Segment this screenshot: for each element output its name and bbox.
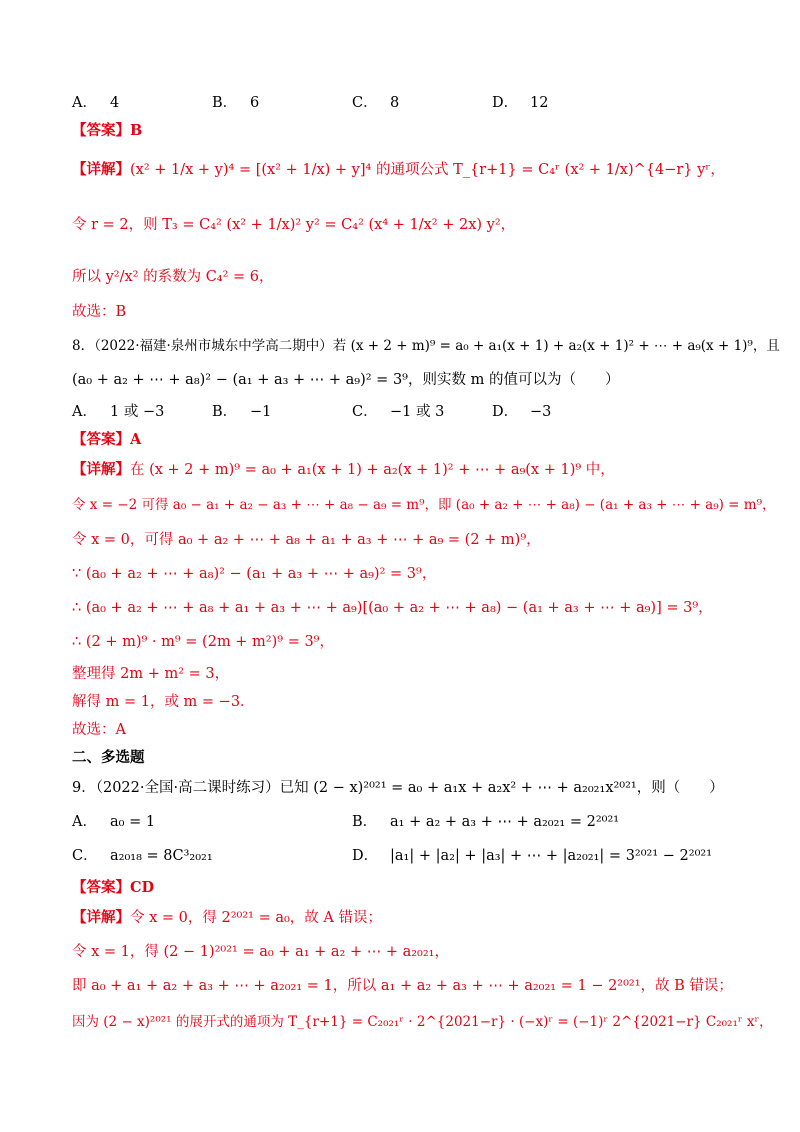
q9-option-c: C． a₂₀₁₈ = 8C³₂₀₂₁ — [72, 848, 213, 864]
q9-detail-line-2: 令 x = 1，得 (2 − 1)²⁰²¹ = a₀ + a₁ + a₂ + ⋯ + a₂₀₂₁， — [72, 944, 449, 960]
q7-answer: 【答案】B — [72, 122, 143, 139]
q8-detail-line-4: ∵ (a₀ + a₂ + ⋯ + a₈)² − (a₁ + a₃ + ⋯ + a₉)² = 3⁹， — [72, 566, 437, 582]
q9-option-b: B． a₁ + a₂ + a₃ + ⋯ + a₂₀₂₁ = 2²⁰²¹ — [352, 814, 620, 830]
q8-option-c: C． −1 或 3 — [352, 404, 445, 420]
q8-detail-line-2: 令 x = −2 可得 a₀ − a₁ + a₂ − a₃ + ⋯ + a₈ − a₉ = m⁹，即 (a₀ + a₂ + ⋯ + a₈) − (a₁ + a₃ + ⋯ + a₉) = m⁹， — [72, 497, 776, 513]
q8-detail-line-5: ∴ (a₀ + a₂ + ⋯ + a₈ + a₁ + a₃ + ⋯ + a₉)[(a₀ + a₂ + ⋯ + a₈) − (a₁ + a₃ + ⋯ + a₉)] = 3⁹， — [72, 600, 713, 616]
q7-detail-line-1: 【详解】(x² + 1/x + y)⁴ = [(x² + 1/x) + y]⁴ 的通项公式 T_{r+1} = C₄ʳ (x² + 1/x)^{4−r} yʳ， — [72, 161, 725, 178]
q8-detail-line-9: 故选：A — [72, 722, 126, 738]
q7-option-a: A． 4 — [72, 95, 120, 111]
q7-detail-line-2: 令 r = 2，则 T₃ = C₄² (x² + 1/x)² y² = C₄² (x⁴ + 1/x² + 2x) y²， — [72, 217, 516, 233]
q7-option-d: D． 12 — [492, 95, 549, 111]
q9-option-a: A． a₀ = 1 — [72, 814, 156, 830]
q7-option-c: C． 8 — [352, 95, 400, 111]
q8-detail-line-7: 整理得 2m + m² = 3， — [72, 666, 230, 682]
q8-detail-line-8: 解得 m = 1，或 m = −3． — [72, 694, 255, 710]
q9-detail-line-3: 即 a₀ + a₁ + a₂ + a₃ + ⋯ + a₂₀₂₁ = 1，所以 a₁ + a₂ + a₃ + ⋯ + a₂₀₂₁ = 1 − 2²⁰²¹，故 B 错误； — [72, 978, 733, 994]
q8-answer: 【答案】A — [72, 431, 142, 448]
section-heading: 二、多选题 — [72, 750, 145, 766]
q8-stem-line-1: 8．（2022·福建·泉州市城东中学高二期中）若 (x + 2 + m)⁹ = a₀ + a₁(x + 1) + a₂(x + 1)² + ⋯ + a₉(x + 1)⁹，且 — [72, 338, 780, 354]
q7-option-b: B． 6 — [212, 95, 260, 111]
q9-detail-line-4: 因为 (2 − x)²⁰²¹ 的展开式的通项为 T_{r+1} = C₂₀₂₁ʳ · 2^{2021−r} · (−x)ʳ = (−1)ʳ 2^{2021−r} C₂₀₂₁ʳ xʳ， — [72, 1014, 773, 1030]
q9-option-d: D． |a₁| + |a₂| + |a₃| + ⋯ + |a₂₀₂₁| = 3²⁰²¹ − 2²⁰²¹ — [352, 848, 713, 864]
q8-option-d: D． −3 — [492, 404, 552, 420]
q9-detail-line-1: 【详解】令 x = 0，得 2²⁰²¹ = a₀，故 A 错误； — [72, 909, 382, 926]
q8-option-a: A． 1 或 −3 — [72, 404, 165, 420]
q8-detail-line-1: 【详解】在 (x + 2 + m)⁹ = a₀ + a₁(x + 1) + a₂(x + 1)² + ⋯ + a₉(x + 1)⁹ 中， — [72, 461, 615, 478]
q8-detail-line-3: 令 x = 0，可得 a₀ + a₂ + ⋯ + a₈ + a₁ + a₃ + ⋯ + a₉ = (2 + m)⁹， — [72, 532, 541, 548]
q8-option-b: B． −1 — [212, 404, 272, 420]
q7-detail-line-4: 故选：B — [72, 304, 127, 320]
q8-stem-line-2: (a₀ + a₂ + ⋯ + a₈)² − (a₁ + a₃ + ⋯ + a₉)² = 3⁹，则实数 m 的值可以为（ ） — [72, 372, 620, 388]
q9-stem: 9．（2022·全国·高二课时练习）已知 (2 − x)²⁰²¹ = a₀ + a₁x + a₂x² + ⋯ + a₂₀₂₁x²⁰²¹，则（ ） — [72, 780, 724, 796]
q9-answer: 【答案】CD — [72, 879, 155, 896]
q8-detail-line-6: ∴ (2 + m)⁹ · m⁹ = (2m + m²)⁹ = 3⁹， — [72, 634, 334, 650]
q7-detail-line-3: 所以 y²/x² 的系数为 C₄² = 6， — [72, 269, 274, 285]
